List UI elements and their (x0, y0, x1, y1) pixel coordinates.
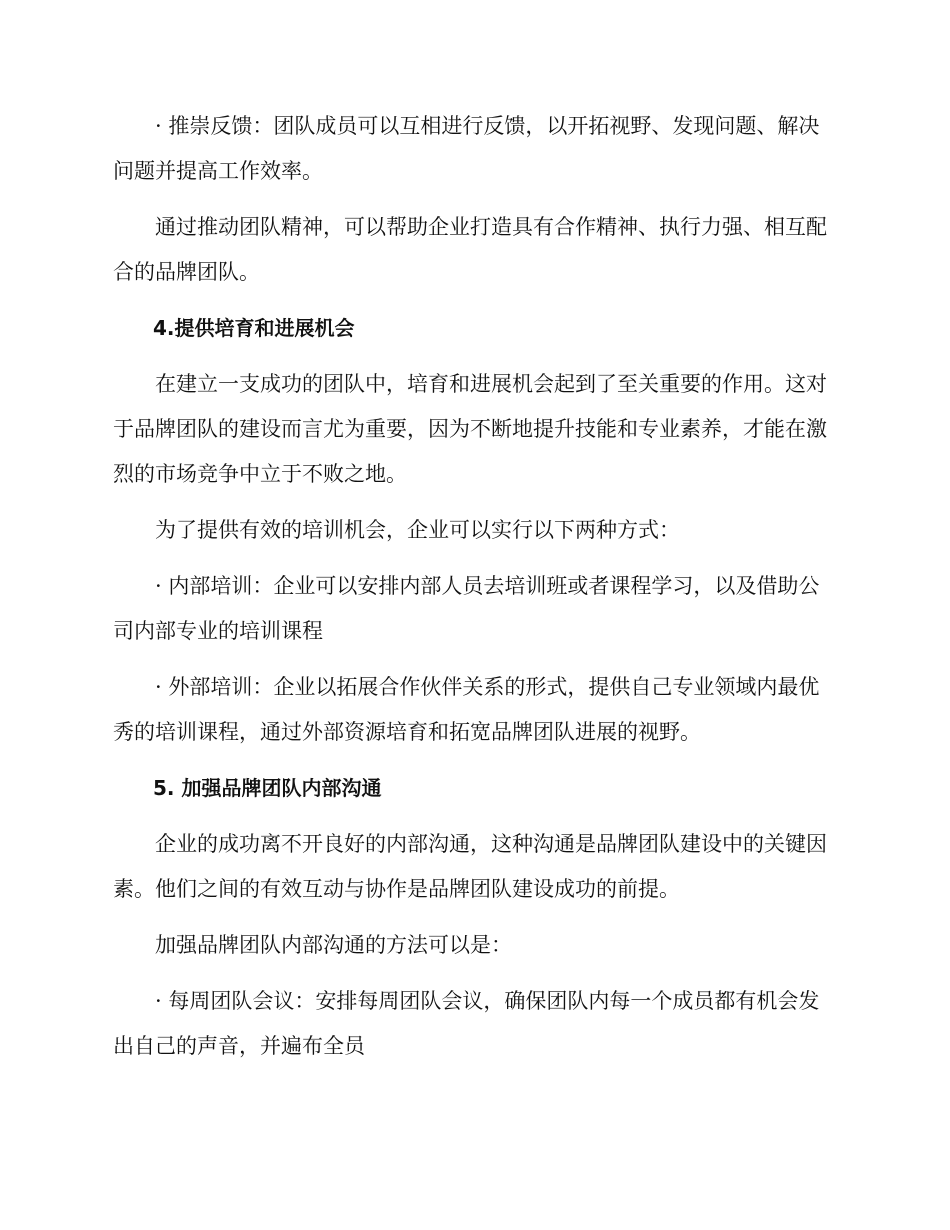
paragraph-training-importance: 在建立一支成功的团队中，培育和进展机会起到了至关重要的作用。这对于品牌团队的建设而言尤为重要，因为不断地提升技能和专业素养，才能在激烈的市场竞争中立于不败之地。 (113, 372, 827, 486)
paragraph-team-spirit: 通过推动团队精神，可以帮助企业打造具有合作精神、执行力强、相互配合的品牌团队。 (113, 215, 827, 284)
paragraph-communication-importance: 企业的成功离不开良好的内部沟通，这种沟通是品牌团队建设中的关键因素。他们之间的有效互动与协作是品牌团队建设成功的前提。 (113, 832, 827, 901)
section-heading-5: 5. 加强品牌团队内部沟通 (153, 776, 382, 800)
bullet-feedback: · 推崇反馈：团队成员可以互相进行反馈，以开拓视野、发现问题、解决问题并提高工作效率。 (113, 114, 820, 183)
section-heading-4: 4.提供培育和进展机会 (153, 316, 355, 340)
bullet-external-training: · 外部培训：企业以拓展合作伙伴关系的形式，提供自己专业领域内最优秀的培训课程，通过外部资源培育和拓宽品牌团队进展的视野。 (113, 675, 820, 744)
paragraph-training-methods: 为了提供有效的培训机会，企业可以实行以下两种方式： (155, 518, 680, 542)
paragraph-communication-methods: 加强品牌团队内部沟通的方法可以是： (155, 933, 512, 957)
bullet-weekly-meeting: · 每周团队会议：安排每周团队会议，确保团队内每一个成员都有机会发出自己的声音，并遍布全员 (113, 989, 820, 1058)
document-body (113, 104, 835, 1080)
bullet-internal-training: · 内部培训：企业可以安排内部人员去培训班或者课程学习，以及借助公司内部专业的培训课程 (113, 574, 820, 643)
